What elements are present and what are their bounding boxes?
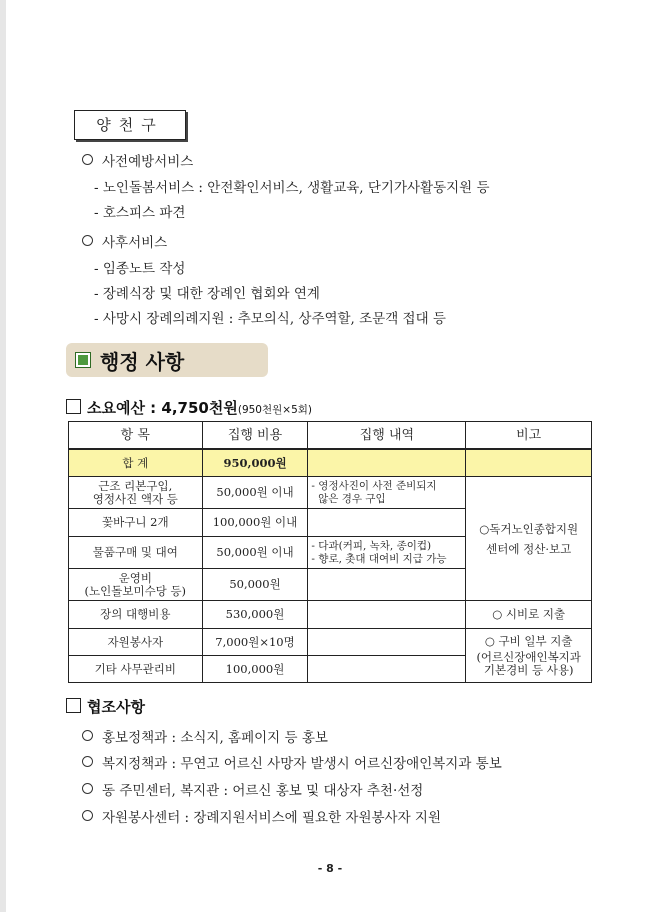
- circle-bullet-icon: [82, 783, 93, 794]
- total-remark: [466, 449, 592, 477]
- detail-cell: [308, 509, 466, 537]
- cooperation-item: 동 주민센터, 복지관 : 어르신 홍보 및 대상자 추천·선정: [82, 779, 423, 799]
- item-cell: 기타 사무관리비: [69, 656, 203, 683]
- cost-cell: 7,000원×10명: [202, 629, 308, 656]
- service-item: - 노인돌봄서비스 : 안전확인서비스, 생활교육, 단기가사활동지원 등: [94, 180, 490, 196]
- detail-cell: [308, 629, 466, 656]
- detail-cell: - 다과(커피, 녹차, 종이컵) - 향로, 촛대 대여비 지급 가능: [308, 537, 466, 569]
- service-heading-after: 사후서비스: [82, 231, 167, 251]
- total-detail: [308, 449, 466, 477]
- circle-bullet-icon: [82, 235, 93, 246]
- table-header-row: [69, 422, 592, 450]
- budget-heading: 소요예산 : 4,750천원(950천원×5회): [66, 397, 312, 418]
- section-title: 행정 사항: [100, 350, 185, 374]
- total-row: [69, 449, 592, 477]
- table-row: [69, 601, 592, 629]
- budget-note: (950천원×5회): [237, 404, 312, 416]
- circle-bullet-icon: [82, 810, 93, 821]
- cost-cell: 50,000원 이내: [202, 537, 308, 569]
- detail-cell: [308, 601, 466, 629]
- remark-district-sub: (어르신장애인복지과 기본경비 등 사용): [476, 649, 581, 677]
- circle-bullet-icon: [82, 756, 93, 767]
- service-item: - 장례식장 및 대한 장례인 협회와 연계: [94, 286, 320, 302]
- cooperation-item: 복지정책과 : 무연고 어르신 사망자 발생시 어르신장애인복지과 통보: [82, 752, 502, 772]
- service-item: - 사망시 장례의례지원 : 추모의식, 상주역할, 조문객 접대 등: [94, 311, 446, 327]
- cooperation-item: 홍보정책과 : 소식지, 홈페이지 등 홍보: [82, 726, 328, 746]
- green-square-icon: [75, 352, 91, 368]
- service-item: - 임종노트 작성: [94, 261, 186, 277]
- total-amount: 950,000원: [202, 449, 308, 477]
- remark-city: ○ 시비로 지출: [466, 601, 592, 629]
- header-cell: 집행 내역: [308, 422, 466, 450]
- item-cell: 물품구매 및 대여: [69, 537, 203, 569]
- total-label: 합 계: [69, 449, 203, 477]
- header-cell: 집행 비용: [202, 422, 308, 450]
- item-cell: 꽃바구니 2개: [69, 509, 203, 537]
- checkbox-square-icon: [66, 399, 81, 414]
- circle-bullet-icon: [82, 730, 93, 741]
- service-heading-prevention: 사전예방서비스: [82, 150, 193, 170]
- cooperation-heading: 협조사항: [66, 696, 145, 717]
- item-cell: 장의 대행비용: [69, 601, 203, 629]
- cooperation-item: 자원봉사센터 : 장례지원서비스에 필요한 자원봉사자 지원: [82, 806, 441, 826]
- page-number: - 8 -: [317, 862, 343, 875]
- budget-table: [68, 421, 592, 683]
- remark-district: [466, 629, 592, 683]
- detail-cell: - 영정사진이 사전 준비되지 않은 경우 구입: [308, 477, 466, 509]
- header-cell: 비고: [466, 422, 592, 450]
- cost-cell: 100,000원 이내: [202, 509, 308, 537]
- checkbox-square-icon: [66, 698, 81, 713]
- item-cell: 자원봉사자: [69, 629, 203, 656]
- table-row: [69, 477, 592, 509]
- page-left-edge: [0, 0, 6, 912]
- cost-cell: 50,000원: [202, 569, 308, 601]
- remark-district-main: ○ 구비 일부 지출: [484, 633, 573, 648]
- section-header: [66, 343, 268, 377]
- item-cell: 근조 리본구입, 영정사진 액자 등: [69, 477, 203, 509]
- header-cell: 항 목: [69, 422, 203, 450]
- detail-cell: [308, 656, 466, 683]
- detail-cell: [308, 569, 466, 601]
- service-item: - 호스피스 파견: [94, 205, 186, 221]
- item-cell: 운영비 (노인돌보미수당 등): [69, 569, 203, 601]
- cost-cell: 100,000원: [202, 656, 308, 683]
- cost-cell: 50,000원 이내: [202, 477, 308, 509]
- table-row: [69, 629, 592, 656]
- cost-cell: 530,000원: [202, 601, 308, 629]
- circle-bullet-icon: [82, 154, 93, 165]
- remark-center: ○독거노인종합지원 센터에 정산·보고: [466, 477, 592, 601]
- district-title: 양천구: [74, 110, 186, 140]
